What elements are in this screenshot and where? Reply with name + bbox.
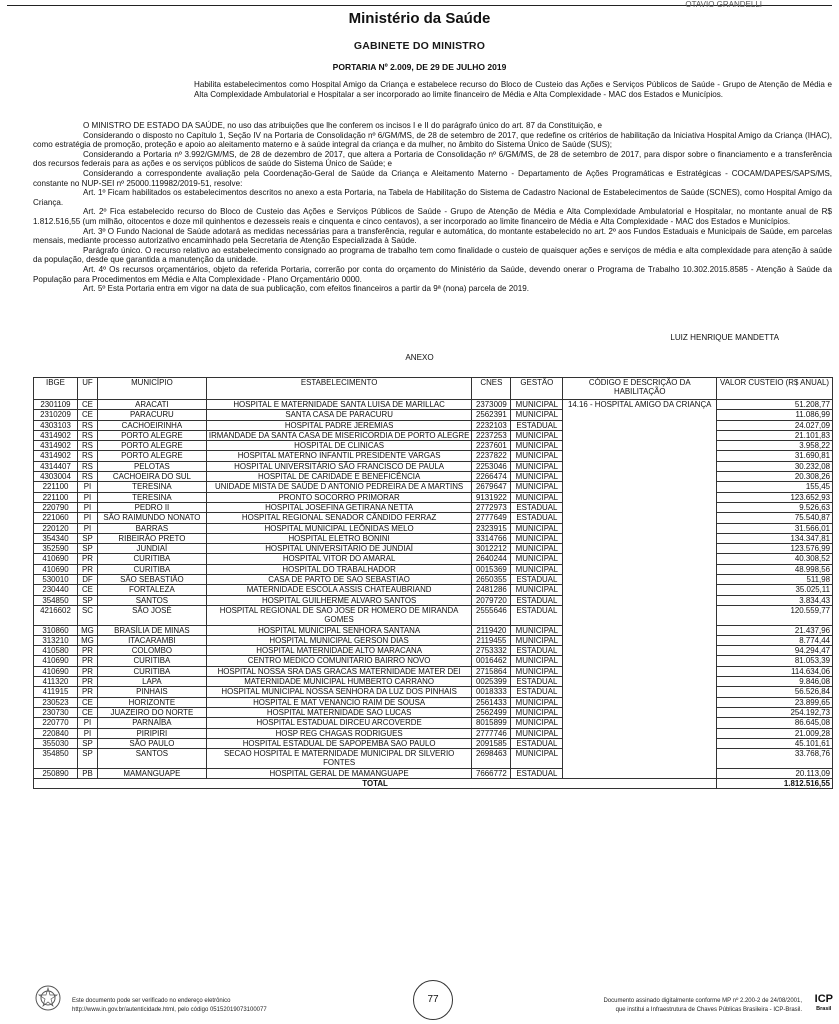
- cell-cnes: 0025399: [472, 677, 511, 687]
- header-cnes: CNES: [472, 378, 511, 400]
- header-estabelecimento: ESTABELECIMENTO: [206, 378, 472, 400]
- header-ibge: IBGE: [34, 378, 78, 400]
- cell-valor: 51.208,77: [717, 400, 833, 410]
- cell-municipio: JUAZEIRO DO NORTE: [97, 707, 206, 717]
- cell-valor: 134.347,81: [717, 533, 833, 543]
- table-total-row: [34, 778, 833, 788]
- cell-estabelecimento: HOSPITAL MUNICIPAL SENHORA SANTANA: [206, 625, 472, 635]
- cell-ibge: 410690: [34, 666, 78, 676]
- cell-ibge: 354850: [34, 595, 78, 605]
- cell-municipio: LAPA: [97, 677, 206, 687]
- cell-uf: PI: [77, 482, 97, 492]
- gabinete-title: GABINETE DO MINISTRO: [353, 40, 486, 52]
- cell-estabelecimento: HOSPITAL ELETRO BONINI: [206, 533, 472, 543]
- cell-gestao: ESTADUAL: [511, 738, 563, 748]
- cell-gestao: ESTADUAL: [511, 502, 563, 512]
- cell-valor: 20.113,09: [717, 768, 833, 778]
- cell-valor: 31.566,01: [717, 523, 833, 533]
- cell-estabelecimento: HOSPITAL NOSSA SRA DAS GRACAS MATERNIDADE MATER DEI: [206, 666, 472, 676]
- cell-municipio: FORTALEZA: [97, 585, 206, 595]
- cell-estabelecimento: HOSPITAL VITOR DO AMARAL: [206, 554, 472, 564]
- cell-cnes: 2777746: [472, 728, 511, 738]
- cell-cnes: 2698463: [472, 749, 511, 769]
- cell-municipio: BARRAS: [97, 523, 206, 533]
- cell-gestao: MUNICIPAL: [511, 492, 563, 502]
- paragraph: Considerando a Portaria nº 3.992/GM/MS, de 28 de dezembro de 2017, que altera a Portaria de Consolidação nº 6/GM/MS, de 28 de setembro de 2017, para dispor sobre o financiamento e a transferência dos recursos federais para as ações e os serviços públicos de saúde do Sistema Único de Saúde; e: [33, 149, 832, 169]
- anexo-title: ANEXO: [405, 353, 434, 362]
- cell-uf: PI: [77, 513, 97, 523]
- cell-uf: PR: [77, 666, 97, 676]
- cell-ibge: 250890: [34, 768, 78, 778]
- cell-ibge: 410690: [34, 564, 78, 574]
- cell-cnes: 0018333: [472, 687, 511, 697]
- cell-uf: PR: [77, 554, 97, 564]
- cell-municipio: ARACATI: [97, 400, 206, 410]
- cell-uf: CE: [77, 400, 97, 410]
- cell-uf: RS: [77, 420, 97, 430]
- cell-municipio: RIBEIRÃO PRETO: [97, 533, 206, 543]
- ministry-title: Ministério da Saúde: [348, 10, 491, 27]
- cell-valor: 3.834,43: [717, 595, 833, 605]
- cell-valor: 20.308,26: [717, 472, 833, 482]
- cell-uf: PI: [77, 502, 97, 512]
- cell-municipio: TERESINA: [97, 482, 206, 492]
- cell-estabelecimento: CASA DE PARTO DE SAO SEBASTIAO: [206, 575, 472, 585]
- cell-ibge: 4314902: [34, 441, 78, 451]
- cell-uf: RS: [77, 430, 97, 440]
- cell-gestao: MUNICIPAL: [511, 728, 563, 738]
- cell-ibge: 4303004: [34, 472, 78, 482]
- cell-gestao: MUNICIPAL: [511, 523, 563, 533]
- cell-gestao: ESTADUAL: [511, 646, 563, 656]
- cell-estabelecimento: HOSPITAL GUILHERME ALVARO SANTOS: [206, 595, 472, 605]
- cell-uf: PI: [77, 523, 97, 533]
- cell-gestao: MUNICIPAL: [511, 707, 563, 717]
- cell-cnes: 2232103: [472, 420, 511, 430]
- cell-municipio: PEDRO II: [97, 502, 206, 512]
- cell-cnes: 2323915: [472, 523, 511, 533]
- cell-municipio: CACHOEIRINHA: [97, 420, 206, 430]
- cell-uf: CE: [77, 585, 97, 595]
- cell-gestao: MUNICIPAL: [511, 697, 563, 707]
- cell-cnes: 0015369: [472, 564, 511, 574]
- cell-municipio: PORTO ALEGRE: [97, 430, 206, 440]
- cell-cnes: 3012212: [472, 544, 511, 554]
- cell-gestao: ESTADUAL: [511, 605, 563, 625]
- cell-municipio: SÃO SEBASTIÃO: [97, 575, 206, 585]
- cell-gestao: MUNICIPAL: [511, 533, 563, 543]
- cell-estabelecimento: HOSPITAL DE CLINICAS: [206, 441, 472, 451]
- cell-ibge: 410580: [34, 646, 78, 656]
- cell-estabelecimento: SECAO HOSPITAL E MATERNIDADE MUNICIPAL DR SILVERIO FONTES: [206, 749, 472, 769]
- cell-ibge: 221100: [34, 482, 78, 492]
- cell-cnes: 2079720: [472, 595, 511, 605]
- cell-gestao: MUNICIPAL: [511, 635, 563, 645]
- total-value: 1.812.516,55: [717, 778, 833, 788]
- cell-estabelecimento: HOSPITAL MATERNIDADE ALTO MARACANA: [206, 646, 472, 656]
- cell-gestao: MUNICIPAL: [511, 430, 563, 440]
- cell-ibge: 530010: [34, 575, 78, 585]
- cell-gestao: MUNICIPAL: [511, 625, 563, 635]
- cell-municipio: CURITIBA: [97, 554, 206, 564]
- portaria-title: PORTARIA Nº 2.009, DE 29 DE JULHO 2019: [332, 62, 507, 72]
- cell-valor: 254.192,73: [717, 707, 833, 717]
- signature-note: Documento assinado digitalmente conforme MP nº 2.200-2 de 24/08/2001, que institui a Infraestrutura de Chaves Públicas Brasileira - ICP-Brasil.: [603, 998, 802, 1013]
- header-gestao: GESTÃO: [511, 378, 563, 400]
- cell-uf: SP: [77, 595, 97, 605]
- icp-brasil-logo: ICP Brasil: [814, 993, 833, 1012]
- cell-municipio: PORTO ALEGRE: [97, 451, 206, 461]
- cell-cnes: 2555646: [472, 605, 511, 625]
- cell-cnes: 2772973: [472, 502, 511, 512]
- cell-cnes: 2562391: [472, 410, 511, 420]
- table-body: [34, 400, 833, 789]
- cell-municipio: SANTOS: [97, 749, 206, 769]
- cell-estabelecimento: SANTA CASA DE PARACURU: [206, 410, 472, 420]
- cell-estabelecimento: CENTRO MEDICO COMUNITARIO BAIRRO NOVO: [206, 656, 472, 666]
- cell-uf: PB: [77, 768, 97, 778]
- cell-uf: SP: [77, 533, 97, 543]
- cell-valor: 123.576,99: [717, 544, 833, 554]
- cell-municipio: JUNDIAÍ: [97, 544, 206, 554]
- cell-valor: 23.899,65: [717, 697, 833, 707]
- cell-uf: PR: [77, 646, 97, 656]
- total-label: TOTAL: [34, 778, 717, 788]
- paragraph: Art. 2º Fica estabelecido recurso do Bloco de Custeio das Ações e Serviços Públicos de Saúde - Grupo de Atenção de Média e Alta Complexidade Ambulatorial e Hospitalar, no montante anual de R$ 1.812.516,55 (um milhão, oitocentos e doze mil quinhentos e dezesseis reais e cinquenta e cinco centavos), a ser incorporado ao limite financeiro de Média e Alta Complexidade - MAC dos Estados e Municípios.: [33, 207, 832, 226]
- cell-estabelecimento: UNIDADE MISTA DE SAÚDE D ANTONIO PEDREIRA DE A MARTINS: [206, 482, 472, 492]
- cell-estabelecimento: HOSPITAL MUNICIPAL LEÔNIDAS MELO: [206, 523, 472, 533]
- cell-ibge: 220790: [34, 502, 78, 512]
- cell-uf: DF: [77, 575, 97, 585]
- header-valor: VALOR CUSTEIO (R$ ANUAL): [717, 378, 833, 400]
- cell-ibge: 220770: [34, 718, 78, 728]
- cell-uf: SP: [77, 738, 97, 748]
- cell-ibge: 230523: [34, 697, 78, 707]
- top-rule: [7, 0, 832, 9]
- cell-estabelecimento: HOSPITAL PADRE JEREMIAS: [206, 420, 472, 430]
- cell-cnes: 2753332: [472, 646, 511, 656]
- cell-uf: RS: [77, 451, 97, 461]
- cell-ibge: 220840: [34, 728, 78, 738]
- cell-estabelecimento: HOSPITAL REGIONAL SENADOR CÂNDIDO FERRAZ: [206, 513, 472, 523]
- cell-valor: 86.645,08: [717, 718, 833, 728]
- cell-cnes: 2715864: [472, 666, 511, 676]
- cell-gestao: ESTADUAL: [511, 513, 563, 523]
- cell-estabelecimento: HOSPITAL MATERNIDADE SAO LUCAS: [206, 707, 472, 717]
- cell-ibge: 221060: [34, 513, 78, 523]
- cell-uf: PR: [77, 564, 97, 574]
- cell-valor: 21.437,96: [717, 625, 833, 635]
- paragraph: Parágrafo único. O recurso relativo ao estabelecimento consignado ao programa de trabalho tem como finalidade o custeio de quaisquer ações e serviços de média e alta complexidade para atenção à saúde da população, desde que garantida a manutenção da unidade.: [33, 245, 832, 265]
- cell-gestao: MUNICIPAL: [511, 482, 563, 492]
- annex-table: [33, 377, 833, 789]
- cell-cnes: 7666772: [472, 768, 511, 778]
- cell-uf: PR: [77, 656, 97, 666]
- cell-cnes: 8015899: [472, 718, 511, 728]
- cell-ibge: 310860: [34, 625, 78, 635]
- cell-municipio: SÃO JOSÉ: [97, 605, 206, 625]
- cell-ibge: 220120: [34, 523, 78, 533]
- cell-valor: 56.526,84: [717, 687, 833, 697]
- cell-uf: PR: [77, 677, 97, 687]
- cell-estabelecimento: HOSPITAL UNIVERSITÁRIO SÃO FRANCISCO DE PAULA: [206, 461, 472, 471]
- paragraph: Art. 1º Ficam habilitados os estabelecimentos descritos no anexo a esta Portaria, na Tabela de Habilitação do Sistema de Cadastro Nacional de Estabelecimentos de Saúde (SCNES), como Hospital Amigo da Criança.: [33, 188, 832, 207]
- coat-of-arms-icon: [34, 984, 62, 1012]
- cell-uf: PR: [77, 687, 97, 697]
- cell-cnes: 0016462: [472, 656, 511, 666]
- cell-gestao: ESTADUAL: [511, 677, 563, 687]
- cell-ibge: 410690: [34, 554, 78, 564]
- cell-valor: 81.053,39: [717, 656, 833, 666]
- cell-ibge: 352590: [34, 544, 78, 554]
- cell-uf: MG: [77, 625, 97, 635]
- cell-valor: 120.559,77: [717, 605, 833, 625]
- cell-ibge: 411915: [34, 687, 78, 697]
- cell-municipio: PARACURU: [97, 410, 206, 420]
- cell-ibge: 4216602: [34, 605, 78, 625]
- cell-uf: CE: [77, 707, 97, 717]
- cell-ibge: 221100: [34, 492, 78, 502]
- cell-municipio: PINHAIS: [97, 687, 206, 697]
- cell-cnes: 2119420: [472, 625, 511, 635]
- cell-cnes: 2679647: [472, 482, 511, 492]
- cell-valor: 21.009,28: [717, 728, 833, 738]
- cell-ibge: 410690: [34, 656, 78, 666]
- cell-cnes: 2562499: [472, 707, 511, 717]
- cell-ibge: 354340: [34, 533, 78, 543]
- cell-gestao: MUNICIPAL: [511, 461, 563, 471]
- cell-municipio: TERESINA: [97, 492, 206, 502]
- cell-ibge: 355030: [34, 738, 78, 748]
- cell-estabelecimento: MATERNIDADE MUNICIPAL HUMBERTO CARRANO: [206, 677, 472, 687]
- cell-municipio: SANTOS: [97, 595, 206, 605]
- cell-estabelecimento: HOSPITAL UNIVERSITÁRIO DE JUNDIAÍ: [206, 544, 472, 554]
- cell-cnes: 2266474: [472, 472, 511, 482]
- signer-name: LUIZ HENRIQUE MANDETTA: [670, 333, 779, 342]
- header-uf: UF: [77, 378, 97, 400]
- cell-cnes: 2119455: [472, 635, 511, 645]
- cell-gestao: MUNICIPAL: [511, 472, 563, 482]
- cell-valor: 8.774,44: [717, 635, 833, 645]
- cell-municipio: PIRIPIRI: [97, 728, 206, 738]
- cell-ibge: 354850: [34, 749, 78, 769]
- cell-estabelecimento: HOSPITAL JOSEFINA GETIRANA NETTA: [206, 502, 472, 512]
- cell-gestao: MUNICIPAL: [511, 564, 563, 574]
- cell-municipio: ITACARAMBI: [97, 635, 206, 645]
- cell-valor: 123.652,93: [717, 492, 833, 502]
- cell-ibge: 2301109: [34, 400, 78, 410]
- paragraph: O MINISTRO DE ESTADO DA SAÚDE, no uso das atribuições que lhe conferem os incisos I e II do parágrafo único do art. 87 da Constituição, e: [83, 121, 602, 130]
- cell-cnes: 3314766: [472, 533, 511, 543]
- cell-gestao: ESTADUAL: [511, 420, 563, 430]
- table-header-row: [34, 378, 833, 400]
- cell-uf: PI: [77, 492, 97, 502]
- cell-valor: 45.101,61: [717, 738, 833, 748]
- cell-gestao: MUNICIPAL: [511, 554, 563, 564]
- cell-cnes: 2561433: [472, 697, 511, 707]
- cell-municipio: MAMANGUAPE: [97, 768, 206, 778]
- cell-cnes: 2640244: [472, 554, 511, 564]
- cell-valor: 24.027,09: [717, 420, 833, 430]
- cell-municipio: PELOTAS: [97, 461, 206, 471]
- cell-municipio: PARNAÍBA: [97, 718, 206, 728]
- cell-gestao: MUNICIPAL: [511, 585, 563, 595]
- cell-municipio: HORIZONTE: [97, 697, 206, 707]
- top-name: OTAVIO GRANDELLI: [685, 0, 762, 9]
- cell-valor: 21.101,83: [717, 430, 833, 440]
- cell-gestao: ESTADUAL: [511, 768, 563, 778]
- cell-estabelecimento: HOSPITAL DE CARIDADE E BENEFICÊNCIA: [206, 472, 472, 482]
- cell-valor: 40.308,52: [717, 554, 833, 564]
- cell-valor: 30.232,08: [717, 461, 833, 471]
- cell-municipio: SÃO PAULO: [97, 738, 206, 748]
- cell-valor: 11.086,99: [717, 410, 833, 420]
- cell-municipio: CURITIBA: [97, 564, 206, 574]
- cell-gestao: ESTADUAL: [511, 575, 563, 585]
- cell-valor: 48.998,56: [717, 564, 833, 574]
- cell-estabelecimento: PRONTO SOCORRO PRIMORAR: [206, 492, 472, 502]
- cell-valor: 511,98: [717, 575, 833, 585]
- header-habilitacao: CÓDIGO E DESCRIÇÃO DA HABILITAÇÃO: [563, 378, 717, 400]
- cell-ibge: 4314902: [34, 451, 78, 461]
- cell-estabelecimento: HOSPITAL E MATERNIDADE SANTA LUISA DE MARILLAC: [206, 400, 472, 410]
- cell-ibge: 4314407: [34, 461, 78, 471]
- header-municipio: MUNICÍPIO: [97, 378, 206, 400]
- paragraph: Considerando a correspondente avaliação pela Coordenação-Geral de Saúde da Criança e Aleitamento Materno - Departamento de Ações Programáticas e Estratégicas - COCAM/DAPES/SAPS/MS, constante no NUP-SEI nº 25000.119982/2019-51, resolve:: [33, 168, 832, 188]
- cell-ibge: 230730: [34, 707, 78, 717]
- cell-municipio: CURITIBA: [97, 666, 206, 676]
- cell-valor: 114.634,06: [717, 666, 833, 676]
- cell-uf: PI: [77, 718, 97, 728]
- cell-gestao: MUNICIPAL: [511, 451, 563, 461]
- cell-cnes: 2091585: [472, 738, 511, 748]
- cell-estabelecimento: HOSPITAL GERAL DE MAMANGUAPE: [206, 768, 472, 778]
- cell-ibge: 4303103: [34, 420, 78, 430]
- cell-gestao: MUNICIPAL: [511, 544, 563, 554]
- cell-uf: MG: [77, 635, 97, 645]
- cell-estabelecimento: HOSPITAL MATERNO INFANTIL PRESIDENTE VARGAS: [206, 451, 472, 461]
- cell-gestao: MUNICIPAL: [511, 666, 563, 676]
- cell-municipio: CACHOEIRA DO SUL: [97, 472, 206, 482]
- cell-uf: CE: [77, 697, 97, 707]
- cell-valor: 9.846,08: [717, 677, 833, 687]
- cell-ibge: 411320: [34, 677, 78, 687]
- cell-gestao: ESTADUAL: [511, 687, 563, 697]
- paragraph: Art. 3º O Fundo Nacional de Saúde adotará as medidas necessárias para a transferência, regular e automática, do montante estabelecido no art. 2º aos Fundos Estaduais e Municipais de Saúde, em parcelas mensais, mediante processo autorizativo encaminhado pela Secretaria de Atenção Especializada à Saúde.: [33, 226, 832, 246]
- cell-uf: RS: [77, 472, 97, 482]
- page-number: 77: [413, 980, 453, 1020]
- cell-cnes: 2481286: [472, 585, 511, 595]
- cell-estabelecimento: HOSPITAL MUNICIPAL NOSSA SENHORA DA LUZ DOS PINHAIS: [206, 687, 472, 697]
- paragraph: Art. 4º Os recursos orçamentários, objeto da referida Portaria, correrão por conta do orçamento do Ministério da Saúde, devendo onerar o Programa de Trabalho 10.302.2015.8585 - Atenção à Saúde da População para Procedimentos em Média e Alta Complexidade - Plano Orçamentário 0000.: [33, 264, 832, 284]
- cell-estabelecimento: HOSPITAL ESTADUAL DE SAPOPEMBA SAO PAULO: [206, 738, 472, 748]
- cell-ibge: 230440: [34, 585, 78, 595]
- cell-uf: CE: [77, 410, 97, 420]
- cell-cnes: 2373009: [472, 400, 511, 410]
- cell-valor: 9.526,63: [717, 502, 833, 512]
- cell-municipio: CURITIBA: [97, 656, 206, 666]
- cell-estabelecimento: HOSPITAL REGIONAL DE SAO JOSE DR HOMERO DE MIRANDA GOMES: [206, 605, 472, 625]
- page-footer: [0, 984, 839, 1024]
- cell-estabelecimento: HOSPITAL DO TRABALHADOR: [206, 564, 472, 574]
- cell-estabelecimento: HOSPITAL MUNICIPAL GERSON DIAS: [206, 635, 472, 645]
- cell-gestao: MUNICIPAL: [511, 749, 563, 769]
- cell-cnes: 2777649: [472, 513, 511, 523]
- paragraph: Art. 5º Esta Portaria entra em vigor na data de sua publicação, com efeitos financeiros a partir da 9ª (nona) parcela de 2019.: [83, 284, 529, 294]
- cell-estabelecimento: IRMANDADE DA SANTA CASA DE MISERICORDIA DE PORTO ALEGRE: [206, 430, 472, 440]
- cell-cnes: 2237601: [472, 441, 511, 451]
- cell-ibge: 313210: [34, 635, 78, 645]
- cell-uf: PI: [77, 728, 97, 738]
- cell-uf: SP: [77, 544, 97, 554]
- ementa: Habilita estabelecimentos como Hospital Amigo da Criança e estabelece recurso do Bloco de Custeio das Ações e Serviços Públicos de Saúde - Grupo de Atenção de Média e Alta Complexidade Ambulatorial e Hospitalar a ser incorporado ao limite financeiro de Média e Alta Complexidade - MAC dos Estados e Municípios.: [194, 80, 832, 99]
- cell-valor: 75.540,87: [717, 513, 833, 523]
- cell-valor: 33.768,76: [717, 749, 833, 769]
- cell-gestao: ESTADUAL: [511, 595, 563, 605]
- cell-gestao: MUNICIPAL: [511, 441, 563, 451]
- paragraph: Considerando o disposto no Capítulo 1, Seção IV na Portaria de Consolidação nº 6/GM/MS, de 28 de setembro de 2017, que redefine os critérios de habilitação da Iniciativa Hospital Amigo da Criança (IHAC), como estratégia de promoção, proteção e apoio ao aleitamento materno e à saúde integral da criança e da mulher, no âmbito do Sistema Único de Saúde (SUS);: [33, 130, 832, 150]
- cell-valor: 3.958,22: [717, 441, 833, 451]
- cell-uf: SC: [77, 605, 97, 625]
- cell-estabelecimento: HOSPITAL ESTADUAL DIRCEU ARCOVERDE: [206, 718, 472, 728]
- table-row: [34, 400, 833, 410]
- cell-valor: 35.025,11: [717, 585, 833, 595]
- cell-municipio: SÃO RAIMUNDO NONATO: [97, 513, 206, 523]
- cell-gestao: MUNICIPAL: [511, 410, 563, 420]
- cell-gestao: MUNICIPAL: [511, 718, 563, 728]
- cell-habilitacao: 14.16 - HOSPITAL AMIGO DA CRIANÇA: [563, 400, 717, 779]
- cell-cnes: 2253046: [472, 461, 511, 471]
- cell-cnes: 2237253: [472, 430, 511, 440]
- cell-estabelecimento: HOSPITAL E MAT VENANCIO RAIM DE SOUSA: [206, 697, 472, 707]
- document-body: [33, 121, 832, 294]
- cell-estabelecimento: HOSP REG CHAGAS RODRIGUES: [206, 728, 472, 738]
- cell-cnes: 2237822: [472, 451, 511, 461]
- cell-uf: SP: [77, 749, 97, 769]
- cell-ibge: 4314902: [34, 430, 78, 440]
- verification-note: Este documento pode ser verificado no endereço eletrônico http://www.in.gov.br/autenticidade.html, pelo código 05152019073100077: [72, 998, 267, 1013]
- cell-gestao: MUNICIPAL: [511, 656, 563, 666]
- cell-cnes: 2650355: [472, 575, 511, 585]
- cell-gestao: MUNICIPAL: [511, 400, 563, 410]
- cell-municipio: BRASÍLIA DE MINAS: [97, 625, 206, 635]
- cell-estabelecimento: MATERNIDADE ESCOLA ASSIS CHATEAUBRIAND: [206, 585, 472, 595]
- cell-cnes: 9131922: [472, 492, 511, 502]
- cell-valor: 155,45: [717, 482, 833, 492]
- cell-municipio: PORTO ALEGRE: [97, 441, 206, 451]
- cell-municipio: COLOMBO: [97, 646, 206, 656]
- cell-valor: 94.294,47: [717, 646, 833, 656]
- cell-uf: RS: [77, 441, 97, 451]
- cell-valor: 31.690,81: [717, 451, 833, 461]
- cell-ibge: 2310209: [34, 410, 78, 420]
- cell-uf: RS: [77, 461, 97, 471]
